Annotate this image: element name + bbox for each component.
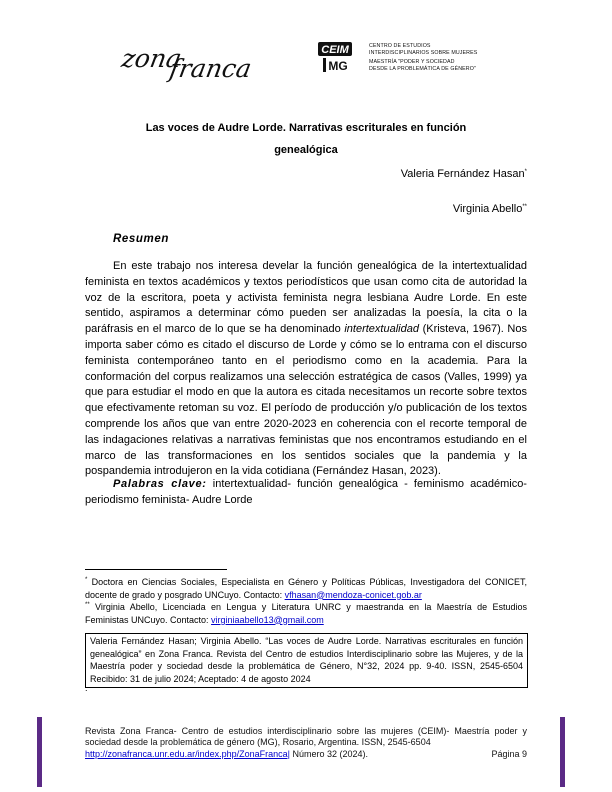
logo-word-zona: zona (119, 44, 184, 73)
footnote-1 (85, 576, 527, 601)
keywords-label: Palabras clave: (113, 478, 207, 490)
author-1 (300, 168, 527, 180)
footnote-separator (85, 569, 227, 570)
ceim-logo (318, 41, 352, 73)
footer-accent-bar-left (37, 717, 42, 787)
abstract-heading: Resumen (113, 233, 169, 245)
ceim-line-1: CENTRO DE ESTUDIOS (369, 43, 431, 49)
title-line-2: genealógica (274, 144, 338, 156)
footer-journal-link[interactable]: http://zonafranca.unr.edu.ar/index.php/ZonaFranca| (85, 748, 290, 759)
abstract-paragraph (85, 259, 527, 480)
footnote-1-mark: * (85, 577, 88, 583)
footnote-2-text: Virginia Abello, Licenciada en Lengua y Literatura UNRC y maestranda en la Maestría de Estudios Feministas UNCuyo. Contacto: (85, 602, 527, 625)
abstract-text-1: En este trabajo nos interesa develar la función genealógica de la intertextualidad feminista en textos académicos y textos periodísticos que usan como cita de autoridad la voz de la escritora, poeta y activista feminista negra lesbiana Audre Lorde. En este sentido, aspiramos a determinar cómo pueden ser analizadas la poesía, la cita o la paráfrasis en el marco de lo que se ha denominado (85, 260, 527, 336)
footnote-2 (85, 601, 527, 626)
author-2-name: Virginia Abello (452, 203, 523, 215)
ceim-mg-logo-icon (318, 41, 352, 73)
footnote-2-mark: ** (85, 602, 90, 608)
title-line-1: Las voces de Audre Lorde. Narrativas escriturales en función (145, 122, 467, 134)
mg-logo-text: MG (328, 59, 348, 73)
author-2 (300, 203, 527, 215)
ceim-logo-text: CEIM (321, 44, 349, 56)
article-title (100, 117, 512, 161)
abstract-text-2: (Kristeva, 1967). Nos importa saber cómo es citado el discurso de Lorde y cómo se lo entrama con el discurso feminista contemporáneo tanto en el periodismo como en la academia. Para la conformación del corpus realizamos una selección estratégica de casos (Valles, 1999) ya que para estudiar el modo en que la autora es citada necesitamos un recorte sobre textos que efectivamente retoman su voz. El período de producción y/o publicación de los textos comprende los años que van entre 2020-2023 en coherencia con el recorte temporal de las indagaciones relativas a narrativas feministas que nos encontramos estudiando en el marco de las transformaciones en los sentidos sociales que la pandemia y la pospandemia introdujeron en la vida cotidiana (Fernández Hasan, 2023). (85, 323, 527, 478)
zona-franca-logo (119, 40, 254, 83)
author-1-footnote-mark[interactable]: * (524, 169, 527, 175)
abstract-italic-term: intertextualidad (344, 323, 419, 336)
page-number: Página 9 (491, 748, 527, 759)
footnote-2-email-link[interactable]: virginiaabello13@gmail.com (211, 614, 324, 625)
author-2-footnote-mark[interactable]: ** (522, 204, 527, 210)
ceim-description (369, 43, 509, 72)
ceim-line-3: MAESTRÍA "PODER Y SOCIEDAD (369, 59, 455, 66)
footer-accent-bar-right (560, 717, 565, 787)
footnote-1-text: Doctora en Ciencias Sociales, Especialista en Género y Políticas Públicas, Investigadora del CONICET, docente de grado y posgrado UNCuyo. Contacto: (85, 577, 527, 600)
stray-period: . (85, 683, 88, 693)
citation-box: Valeria Fernández Hasan; Virginia Abello. “Las voces de Audre Lorde. Narrativas escriturales en función genealógica” en Zona Franca. Revista del Centro de estudios Interdisciplinario sobre las Mujeres, y de la Maestría poder y sociedad desde la problemática de Género, N°32, 2024 pp. 9-40. ISSN, 2545-6504 Recibido: 31 de julio 2024; Aceptado: 4 de agosto 2024 (85, 633, 528, 688)
keywords-text: intertextualidad- función genealógica - feminismo académico- periodismo feminista- Audre Lorde (85, 478, 527, 506)
footnote-1-email-link[interactable]: vfhasan@mendoza-conicet.gob.ar (284, 589, 422, 600)
footer-text: Revista Zona Franca- Centro de estudios interdisciplinario sobre las mujeres (CEIM)- Maestría poder y sociedad desde la problemática de género (MG), Rosario, Argentina. ISSN, 2545-6504 (85, 726, 527, 748)
logo-word-franca: franca (167, 54, 254, 83)
footer-issue: Número 32 (2024). (289, 748, 369, 759)
ceim-line-2: INTERDISCIPLINARIOS SOBRE MUJERES (369, 49, 478, 56)
ceim-line-4: DESDE LA PROBLEMÁTICA DE GÉNERO" (369, 65, 476, 72)
author-1-name: Valeria Fernández Hasan (400, 168, 525, 180)
keywords-paragraph (85, 477, 527, 509)
page-footer (85, 726, 527, 760)
